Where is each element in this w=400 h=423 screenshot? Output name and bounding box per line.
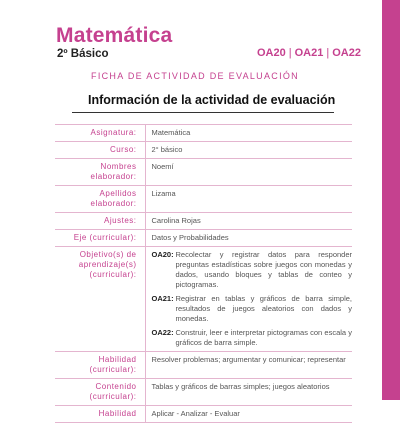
oa-separator: | xyxy=(326,47,330,59)
row-label: Habilidad (curricular): xyxy=(55,352,145,379)
oa-item-code: OA22: xyxy=(151,328,174,337)
oa-code-2: OA21 xyxy=(294,47,324,59)
row-value: Datos y Probabilidades xyxy=(145,230,352,247)
form-kicker: FICHA DE ACTIVIDAD DE EVALUACIÓN xyxy=(91,71,299,81)
row-asignatura xyxy=(55,125,352,142)
oa-item-code: OA21: xyxy=(151,294,174,303)
oa-item-text: Registrar en tablas y gráficos de barra simple, resultados de juegos aleatorios con dados y monedas. xyxy=(175,294,352,323)
oa-item xyxy=(152,328,353,348)
row-objetivos xyxy=(55,247,352,352)
oa-separator: | xyxy=(288,47,292,59)
row-habilidad-2 xyxy=(55,406,352,423)
oa-item-code: OA20: xyxy=(151,250,174,259)
row-value: Matemática xyxy=(145,125,352,142)
row-contenido xyxy=(55,379,352,406)
row-label: Objetivo(s) de aprendizaje(s) (curricular): xyxy=(55,247,145,352)
row-value: Carolina Rojas xyxy=(145,213,352,230)
row-value: Resolver problemas; argumentar y comunicar; representar xyxy=(145,352,352,379)
row-value: 2° básico xyxy=(145,142,352,159)
oa-codes xyxy=(257,47,361,59)
info-table xyxy=(55,124,352,423)
row-nombres xyxy=(55,159,352,186)
row-label: Ajustes: xyxy=(55,213,145,230)
row-label: Asignatura: xyxy=(55,125,145,142)
grade-label: 2º Básico xyxy=(57,48,109,60)
row-curso xyxy=(55,142,352,159)
row-value: Tablas y gráficos de barras simples; juegos aleatorios xyxy=(145,379,352,406)
oa-item xyxy=(152,250,353,290)
oa-code-1: OA20 xyxy=(257,47,286,59)
row-label: Contenido (curricular): xyxy=(55,379,145,406)
row-value: Noemí xyxy=(145,159,352,186)
side-accent-bar xyxy=(382,0,400,400)
row-ajustes xyxy=(55,213,352,230)
row-label: Apellidos elaborador: xyxy=(55,186,145,213)
row-label: Habilidad xyxy=(55,406,145,423)
oa-item-text: Recolectar y registrar datos para responder preguntas estadísticas sobre juegos con monedas y dados, usando bloques y tablas de conteo y pictogramas. xyxy=(175,250,352,289)
row-value xyxy=(145,247,352,352)
oa-item xyxy=(152,294,353,324)
row-eje xyxy=(55,230,352,247)
title-underline xyxy=(72,112,334,113)
row-label: Nombres elaborador: xyxy=(55,159,145,186)
row-label: Curso: xyxy=(55,142,145,159)
row-habilidad xyxy=(55,352,352,379)
row-value: Lizama xyxy=(145,186,352,213)
oa-item-text: Construir, leer e interpretar pictogramas con escala y gráficos de barra simple. xyxy=(175,328,352,347)
row-label: Eje (curricular): xyxy=(55,230,145,247)
subject-title: Matemática xyxy=(56,24,173,47)
row-apellidos xyxy=(55,186,352,213)
section-title: Información de la actividad de evaluación xyxy=(88,93,336,107)
row-value: Aplicar - Analizar - Evaluar xyxy=(145,406,352,423)
oa-code-3: OA22 xyxy=(332,47,361,59)
